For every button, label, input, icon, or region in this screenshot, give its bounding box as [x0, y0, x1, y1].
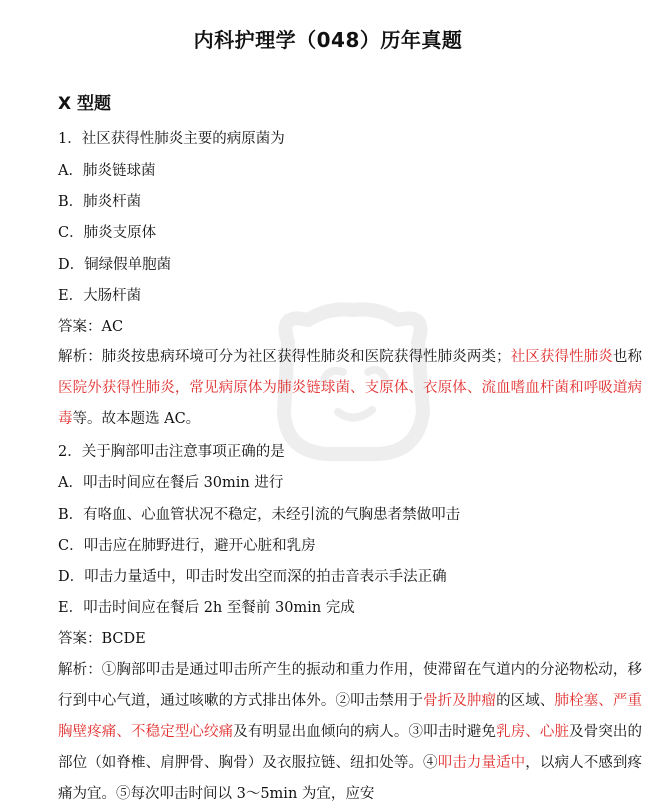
question-2-option-a: A．叩击时间应在餐后 30min 进行 — [58, 475, 284, 491]
analysis-segment: 及骨突出的部位（如脊椎、肩胛骨、胸骨）及衣服拉链、纽扣处等。④ — [58, 724, 643, 771]
question-1-answer: 答案：AC — [58, 319, 124, 335]
analysis-highlight: 叩击力量适中 — [437, 755, 526, 771]
analysis-highlight: 肺栓塞、严重胸壁疼痛、不稳定型心绞痛 — [58, 693, 643, 740]
question-2-option-c: C．叩击应在肺野进行，避开心脏和乳房 — [58, 538, 316, 554]
question-1-option-b: B．肺炎杆菌 — [58, 194, 142, 210]
analysis-highlight: 医院外获得性肺炎，常见病原体为肺炎链球菌、支原体、衣原体、流血嗜血杆菌和呼吸道病毒 — [58, 380, 642, 427]
analysis-segment: 解析：肺炎按患病环境可分为社区获得性肺炎和医院获得性肺炎两类； — [58, 349, 511, 365]
analysis-segment: 也称 — [612, 349, 643, 365]
question-1-option-a: A．肺炎链球菌 — [58, 163, 156, 179]
section-heading: X 型题 — [58, 94, 112, 114]
analysis-highlight: 社区获得性肺炎 — [510, 349, 613, 365]
question-1-option-e: E．大肠杆菌 — [58, 288, 142, 304]
question-1-option-c: C．肺炎支原体 — [58, 225, 157, 241]
analysis-highlight: 乳房、心脏 — [496, 724, 570, 740]
question-2-answer: 答案：BCDE — [58, 631, 146, 647]
question-1-option-d: D．铜绿假单胞菌 — [58, 257, 172, 273]
analysis-segment: 等。故本题选 AC。 — [72, 411, 201, 427]
analysis-segment: 及有明显出血倾向的病人。③叩击时避免 — [233, 724, 497, 740]
question-2-analysis — [58, 655, 642, 810]
analysis-segment: 解析：①胸部叩击是通过叩击所产生的振动和重力作用，使滞留在气道内的分泌物松动，移行到中心气道，通过咳嗽的方式排出体外。②叩击禁用于 — [58, 662, 642, 709]
analysis-segment: ，以病人不感到疼痛为宜。⑤每次叩击时间以 3～5min 为宜，应安 — [58, 755, 643, 802]
question-2-option-b: B．有咯血、心血管状况不稳定，未经引流的气胸患者禁做叩击 — [58, 507, 461, 523]
question-2-option-d: D．叩击力量适中，叩击时发出空而深的拍击音表示手法正确 — [58, 569, 447, 585]
analysis-segment: 的区域、 — [496, 693, 555, 709]
question-1-analysis — [58, 342, 642, 435]
analysis-highlight: 骨折及肿瘤 — [423, 693, 497, 709]
question-2-stem: 2．关于胸部叩击注意事项正确的是 — [58, 444, 285, 460]
question-1-stem: 1．社区获得性肺炎主要的病原菌为 — [58, 131, 285, 147]
question-2-option-e: E．叩击时间应在餐后 2h 至餐前 30min 完成 — [58, 600, 355, 616]
page-title: 内科护理学（048）历年真题 — [193, 28, 463, 52]
